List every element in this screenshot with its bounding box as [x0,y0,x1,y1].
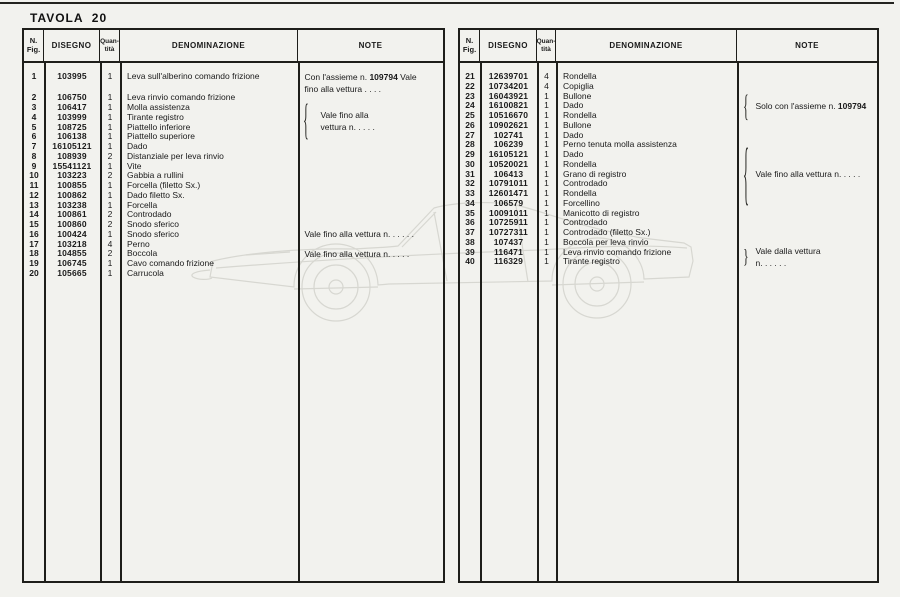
fig-number-cell: 22 [465,80,475,91]
denominazione-cell: Molla assistenza [127,102,190,112]
qty-cell: 1 [107,160,113,171]
fig-number-cell: 10 [29,170,39,181]
denominazione-cell: Controdado [563,178,608,189]
fig-number-cell: 13 [29,199,39,210]
disegno-cell: 100855 [57,180,87,190]
disegno-cell: 106413 [493,168,524,179]
fig-number-cell: 37 [465,227,475,237]
qty-cell: 1 [107,121,113,132]
fig-number-cell: 5 [31,121,37,132]
denominazione-cell: Rondella [563,110,597,120]
qty-cell: 1 [107,92,113,103]
denominazione-cell: Leva rinvio comando frizione [563,246,672,257]
disegno-cell: 103223 [57,170,87,181]
disegno-cell: 107437 [493,236,524,247]
denominazione-cell: Boccola per leva rinvio [563,236,649,247]
fig-number-cell: 26 [465,119,475,130]
brace-left-icon: { [742,136,749,214]
denominazione-cell: Perno [127,238,150,249]
fig-number-cell: 30 [465,158,475,169]
fig-number-cell: 23 [465,90,475,101]
fig-number-cell: 2 [31,92,37,103]
disegno-cell: 106138 [57,131,87,142]
note-vale-dalla: Vale dalla vettura n. . . . . . [755,246,821,268]
disegno-cell: 103999 [57,111,87,122]
fig-number-cell: 3 [31,102,37,112]
fig-number-cell: 6 [31,131,37,142]
denominazione-cell: Bullone [563,119,592,130]
denominazione-cell: Dado filetto Sx. [127,189,185,200]
qty-cell: 1 [544,149,549,159]
denominazione-cell: Snodo sferico [127,228,179,239]
qty-cell: 1 [544,129,549,140]
disegno-cell: 106239 [493,139,524,150]
denominazione-cell: Grano di registro [563,168,627,179]
column-header-note: NOTE [358,41,383,50]
denominazione-cell: Bullone [563,90,592,101]
notes-column-left [300,63,443,581]
denominazione-cell: Rondella [563,158,597,169]
disegno-cell: 106750 [57,92,87,103]
denominazione-cell: Controdado (filetto Sx.) [563,227,651,237]
disegno-cell: 100861 [57,209,87,220]
qty-cell: 2 [107,219,113,229]
denominazione-cell: Forcella [127,199,158,210]
fig-number-cell: 24 [465,100,475,111]
denominazione-cell: Dado [563,100,584,111]
denominazione-cell: Distanziale per leva rinvio [127,150,224,161]
qty-cell: 1 [544,256,549,267]
disegno-cell: 104855 [57,248,87,259]
qty-cell: 2 [107,170,113,181]
qty-cell: 2 [107,150,113,161]
page-title: TAVOLA 20 [30,11,108,25]
disegno-cell: 116329 [493,256,524,267]
denominazione-cell: Gabbia a rullini [127,170,184,181]
disegno-cell: 103995 [57,71,87,81]
fig-number-cell: 16 [29,228,39,239]
denominazione-cell: Piattello inferiore [127,121,191,132]
qty-cell: 2 [107,209,113,220]
qty-cell: 1 [544,139,549,150]
qty-cell: 1 [107,102,113,112]
qty-cell: 1 [544,158,549,169]
column-header-denominazione: DENOMINAZIONE [556,30,737,61]
denominazione-cell: Forcella (filetto Sx.) [127,180,201,190]
qty-cell: 1 [544,119,549,130]
qty-cell: 1 [107,71,113,81]
disegno-cell: 108725 [57,121,87,132]
fig-number-cell: 31 [465,168,475,179]
denominazione-cell: Leva sull'alberino comando frizione [127,71,260,81]
fig-number-cell: 17 [29,238,39,249]
fig-number-cell: 11 [29,180,39,190]
table-header-row [24,30,443,63]
qty-cell: 1 [107,267,113,278]
fig-number-cell: 12 [29,189,39,200]
qty-cell: 1 [544,110,549,120]
brace-left-icon: { [302,96,309,145]
disegno-cell: 10902621 [488,119,529,130]
note-vale-fino: Vale fino alla vettura n. . . . . [755,169,861,179]
column-header-disegno: DISEGNO [480,30,537,61]
fig-number-cell: 18 [29,248,39,259]
brace-left-icon: { [742,89,749,124]
disegno-cell: 10727311 [489,227,528,237]
qty-cell: 1 [544,236,549,247]
denominazione-cell: Leva rinvio comando frizione [127,92,236,103]
note-solo-assieme: Solo con l'assieme n. 109794 [755,101,867,111]
qty-cell: 2 [107,248,113,259]
qty-cell: 1 [544,188,549,198]
denominazione-cell: Cavo comando frizione [127,258,214,268]
fig-number-cell: 36 [465,217,475,228]
disegno-cell: 103238 [57,199,87,210]
column-header-qty: Quan- tità [100,30,120,61]
note-vale-fino: Vale fino alla vettura n. . . . . [320,110,375,132]
page-top-rule [0,2,894,4]
fig-number-cell: 32 [465,178,475,189]
disegno-cell: 106745 [57,258,87,268]
qty-cell: 1 [107,141,113,151]
disegno-cell: 100424 [57,228,87,239]
table-body [24,63,443,581]
note-assieme-vale: Con l'assieme n. 109794 Vale fino alla vettura . . . . [304,72,417,94]
disegno-cell: 10520021 [488,158,529,169]
qty-cell: 1 [544,217,549,228]
qty-cell: 1 [544,100,549,111]
disegno-cell: 103218 [57,238,87,249]
denominazione-cell: Tirante registro [127,111,184,122]
column-header-note: NOTE [795,41,819,50]
fig-number-cell: 25 [465,110,475,120]
fig-number-cell: 8 [31,150,37,161]
disegno-cell: 102741 [493,129,524,140]
disegno-cell: 16105121 [488,149,529,159]
note-vale-fino-row16: Vale fino alla vettura n. . . . . . [304,229,414,239]
denominazione-cell: Rondella [563,71,597,81]
column-header-denominazione: DENOMINAZIONE [120,30,298,61]
qty-cell: 1 [107,228,113,239]
denominazione-cell: Dado [127,141,148,151]
disegno-cell: 108939 [57,150,87,161]
column-header-disegno: DISEGNO [44,30,100,61]
qty-cell: 4 [544,80,549,91]
fig-number-cell: 1 [31,71,37,81]
qty-cell: 1 [107,180,113,190]
fig-number-cell: 38 [465,236,475,247]
qty-cell: 4 [107,238,113,249]
fig-number-cell: 35 [465,207,475,218]
denominazione-cell: Dado [563,149,584,159]
disegno-cell: 100862 [57,189,87,200]
fig-number-cell: 7 [31,141,37,151]
fig-number-cell: 39 [465,246,475,257]
disegno-cell: 10791011 [489,178,528,189]
note-vale-fino-row18: Vale fino alla vettura n. . . . . [304,249,410,259]
qty-cell: 1 [107,199,113,210]
qty-cell: 1 [544,178,549,189]
denominazione-cell: Manicotto di registro [563,207,640,218]
denominazione-cell: Perno tenuta molla assistenza [563,139,677,150]
denominazione-cell: Snodo sferico [127,219,179,229]
disegno-cell: 15541121 [52,160,92,171]
disegno-cell: 10091011 [489,207,528,218]
notes-column-right [739,63,877,581]
denominazione-cell: Copiglia [563,80,594,91]
denominazione-cell: Forcellino [563,197,600,208]
column-header-fig: N. Fig. [24,30,44,61]
disegno-cell: 100860 [57,219,87,229]
disegno-cell: 10516670 [488,110,529,120]
qty-cell: 1 [544,246,549,257]
fig-number-cell: 33 [465,188,475,198]
disegno-cell: 105665 [57,267,87,278]
disegno-cell: 10725911 [489,217,528,228]
qty-cell: 1 [544,90,549,101]
denominazione-cell: Dado [563,129,584,140]
qty-cell: 1 [107,189,113,200]
fig-number-cell: 20 [29,267,39,278]
qty-cell: 1 [107,111,113,122]
disegno-cell: 16043921 [488,90,529,101]
fig-number-cell: 21 [465,71,475,81]
disegno-cell: 106579 [493,197,524,208]
fig-number-cell: 4 [31,111,37,122]
qty-cell: 1 [544,168,549,179]
disegno-cell: 12601471 [488,188,529,198]
disegno-cell: 106417 [57,102,87,112]
denominazione-cell: Rondella [563,188,597,198]
fig-number-cell: 28 [465,139,475,150]
denominazione-cell: Tirante registro [563,256,620,267]
disegno-cell: 16100821 [488,100,529,111]
disegno-cell: 12639701 [488,71,529,81]
denominazione-cell: Boccola [127,248,158,259]
qty-cell: 1 [544,207,549,218]
table-header-row [460,30,877,63]
column-header-qty: Quan- tità [537,30,556,61]
fig-number-cell: 14 [29,209,39,220]
denominazione-cell: Controdado [127,209,172,220]
fig-number-cell: 34 [465,197,475,208]
denominazione-cell: Carrucola [127,267,164,278]
qty-cell: 1 [544,197,549,208]
table-body [460,63,877,581]
parts-table-right [458,28,879,583]
disegno-cell: 116471 [493,246,524,257]
qty-cell: 1 [107,258,113,268]
fig-number-cell: 19 [29,258,39,268]
qty-cell: 4 [544,71,549,81]
qty-cell: 1 [544,227,549,237]
fig-number-cell: 29 [465,149,475,159]
fig-number-cell: 15 [29,219,39,229]
fig-number-cell: 9 [31,160,37,171]
fig-number-cell: 27 [465,129,475,140]
fig-number-cell: 40 [465,256,475,267]
denominazione-cell: Vite [127,160,142,171]
disegno-cell: 10734201 [488,80,529,91]
denominazione-cell: Piattello superiore [127,131,196,142]
disegno-cell: 16105121 [52,141,92,151]
qty-cell: 1 [107,131,113,142]
parts-table-left [22,28,445,583]
column-header-fig: N. Fig. [460,30,480,61]
brace-right-icon: } [742,246,749,268]
denominazione-cell: Controdado [563,217,608,228]
